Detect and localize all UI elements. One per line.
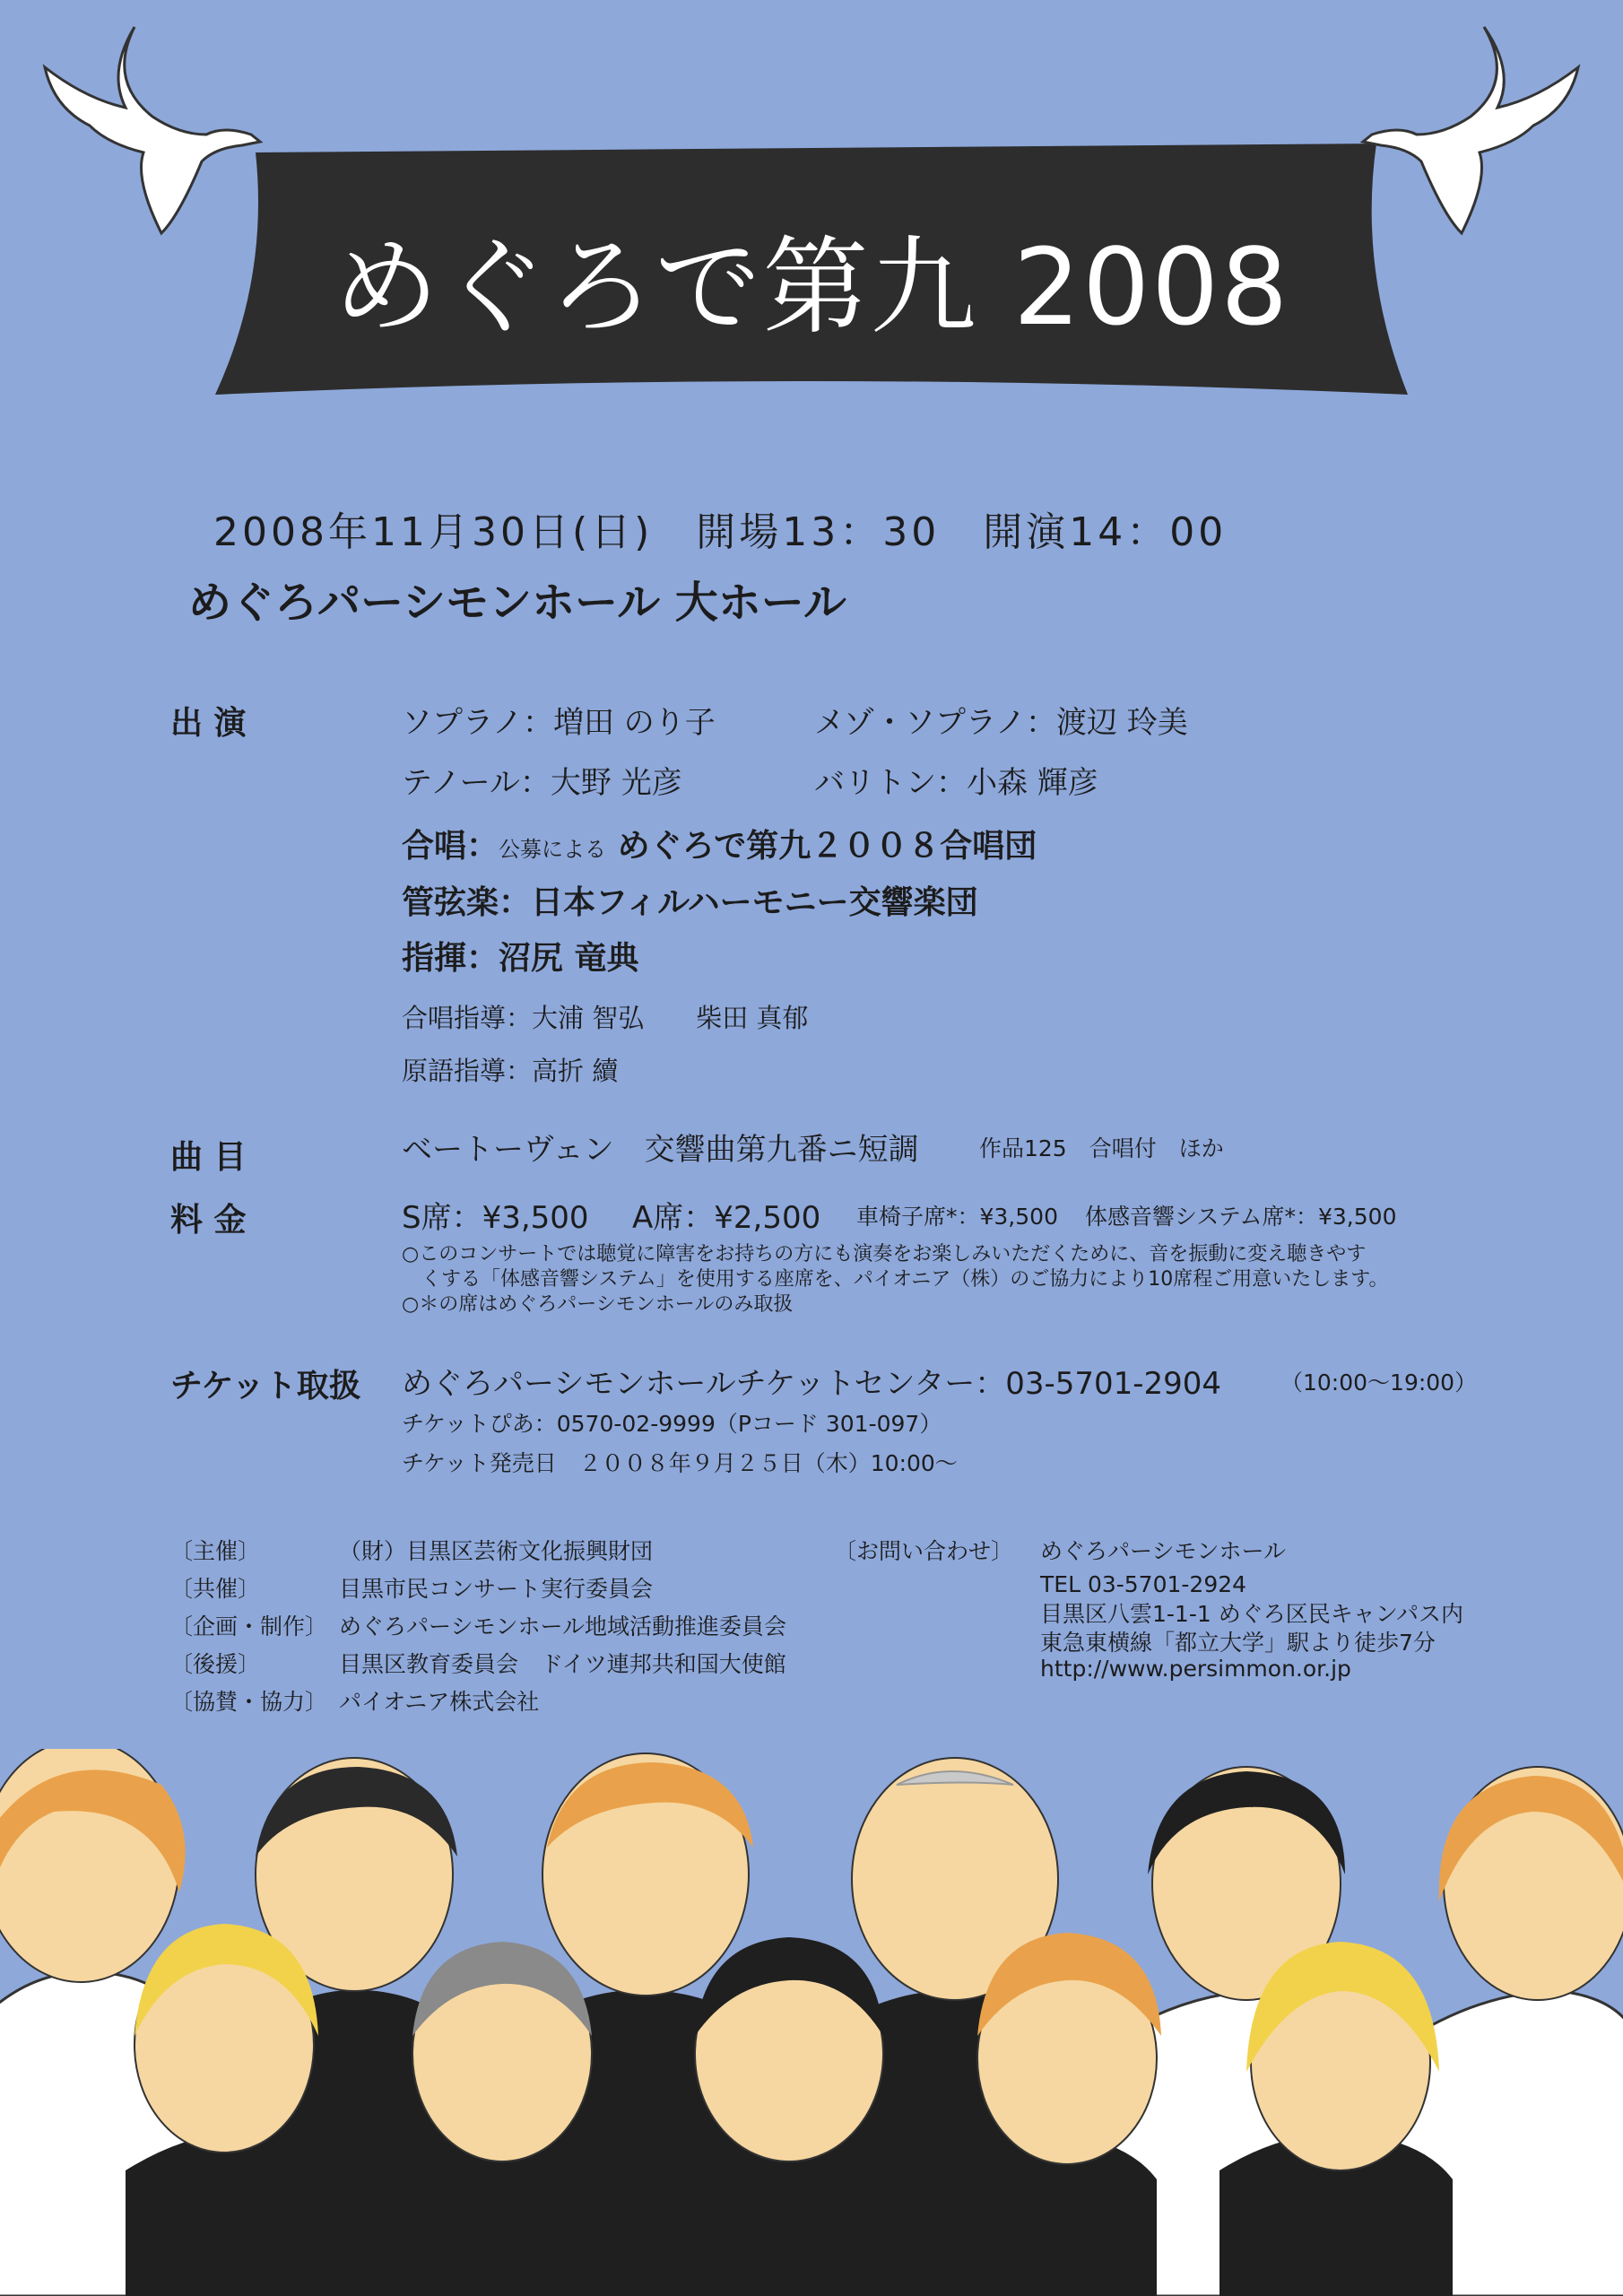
program-main: ベートーヴェン 交響曲第九番ニ短調 xyxy=(402,1132,919,1168)
event-date-time: 2008年11月30日(日) 開場13：30 開演14：00 xyxy=(213,509,1228,555)
contact-label: 〔お問い合わせ〕 xyxy=(834,1538,1014,1564)
mezzo-soprano: メゾ・ソプラノ：渡辺 玲美 xyxy=(814,705,1188,741)
wheelchair-price: 車椅子席*：¥3,500 xyxy=(856,1204,1058,1230)
program-detail: 作品125 合唱付 ほか xyxy=(979,1135,1224,1161)
contact-access: 東急東横線「都立大学」駅より徒歩7分 xyxy=(1040,1630,1436,1656)
credit-role-2: 〔共催〕 xyxy=(170,1576,261,1602)
ticket-pia: チケットぴあ：0570-02-9999（Pコード 301-097） xyxy=(402,1411,942,1437)
haptic-seat-price: 体感音響システム席*：¥3,500 xyxy=(1085,1204,1397,1230)
baritone: バリトン：小森 輝彦 xyxy=(814,765,1098,801)
ticket-center-hours: （10:00〜19:00） xyxy=(1280,1370,1478,1396)
credit-role-1: 〔主催〕 xyxy=(170,1538,261,1564)
conductor: 指揮：沼尻 竜典 xyxy=(402,940,639,977)
credit-name-3: めぐろパーシモンホール地域活動推進委員会 xyxy=(339,1613,787,1639)
credit-role-5: 〔協賛・協力〕 xyxy=(170,1689,328,1715)
soprano: ソプラノ：増田 のり子 xyxy=(402,705,716,741)
contact-address: 目黒区八雲1-1-1 めぐろ区民キャンパス内 xyxy=(1040,1601,1463,1627)
orchestra: 管弦楽：日本フィルハーモニー交響楽団 xyxy=(402,884,978,921)
ticket-release-date: チケット発売日 ２００８年９月２５日（木）10:00〜 xyxy=(402,1450,958,1476)
credit-name-5: パイオニア株式会社 xyxy=(339,1689,540,1715)
contact-tel: TEL 03-5701-2924 xyxy=(1040,1571,1247,1597)
credit-role-4: 〔後援〕 xyxy=(170,1651,261,1677)
chorus-small-text: 公募による xyxy=(499,837,607,862)
a-seat-price: A席：¥2,500 xyxy=(632,1200,821,1236)
fees-note-1: ○このコンサートでは聴覚に障害をお持ちの方にも演奏をお楽しみいただくために、音を振動に変え聴きやす xyxy=(402,1243,1367,1265)
chorus-line xyxy=(402,821,1037,866)
left-dove-icon xyxy=(45,27,260,233)
ticket-center: めぐろパーシモンホールチケットセンター：03-5701-2904 xyxy=(402,1366,1222,1402)
right-dove-icon xyxy=(1363,27,1578,233)
fees-label: 料 金 xyxy=(170,1202,247,1239)
chorus-name: めぐろで第九２００８合唱団 xyxy=(617,828,1037,865)
fees-note-2: くする「体感音響システム」を使用する座席を、パイオニア（株）のご協力により10席程ご用意いたします。 xyxy=(402,1268,1389,1291)
credit-role-3: 〔企画・制作〕 xyxy=(170,1613,328,1639)
tickets-label: チケット取扱 xyxy=(170,1368,361,1405)
chorus-master: 合唱指導：大浦 智弘 柴田 真郁 xyxy=(402,1003,809,1033)
credit-name-4: 目黒区教育委員会 ドイツ連邦共和国大使館 xyxy=(339,1651,786,1677)
credit-name-2: 目黒市民コンサート実行委員会 xyxy=(339,1576,654,1602)
page-title: めぐろで第九 2008 xyxy=(333,225,1290,349)
event-venue: めぐろパーシモンホール 大ホール xyxy=(188,578,846,628)
chorus-illustration xyxy=(0,1749,1623,2296)
s-seat-price: S席：¥3,500 xyxy=(402,1200,589,1236)
language-coach: 原語指導：高折 續 xyxy=(402,1056,619,1086)
performers-label: 出 演 xyxy=(170,705,247,742)
contact-name: めぐろパーシモンホール xyxy=(1040,1538,1287,1564)
tenor: テノール：大野 光彦 xyxy=(402,765,682,801)
chorus-prefix: 合唱： xyxy=(402,828,499,865)
program-label: 曲 目 xyxy=(170,1139,247,1176)
credit-name-1: （財）目黒区芸術文化振興財団 xyxy=(339,1538,654,1564)
fees-note-3: ○＊の席はめぐろパーシモンホールのみ取扱 xyxy=(402,1293,794,1316)
contact-url: http://www.persimmon.or.jp xyxy=(1040,1656,1351,1682)
